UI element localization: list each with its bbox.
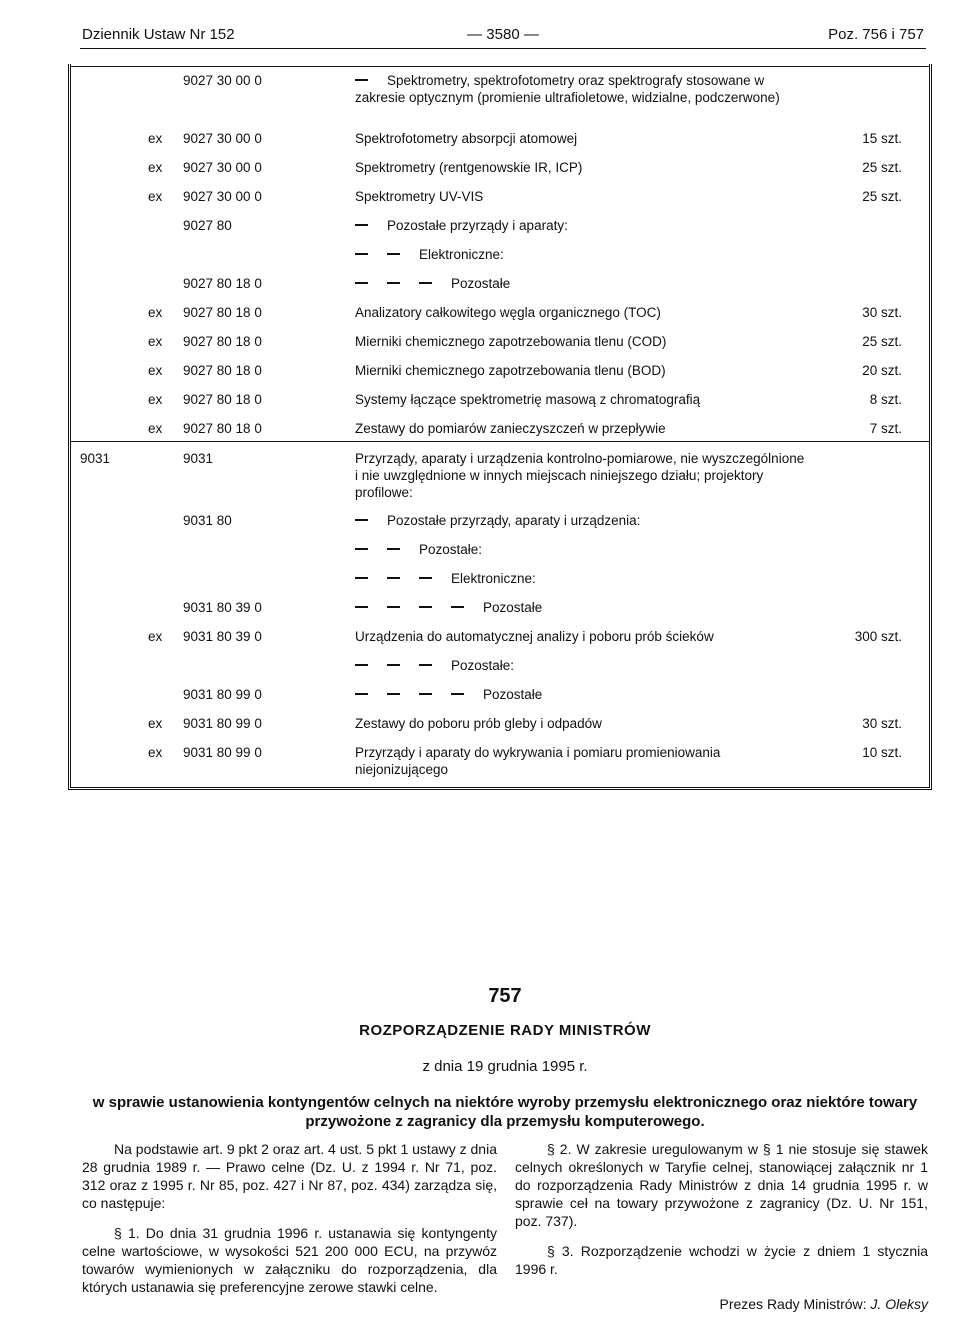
page-number: — 3580 — <box>467 26 539 43</box>
indent-dash <box>355 664 368 666</box>
journal-name: Dziennik Ustaw Nr 152 <box>82 26 235 43</box>
paragraph-3: § 3. Rozporządzenie wchodzi w życie z dniem 1 stycznia 1996 r. <box>515 1243 928 1277</box>
table-rule <box>70 441 930 442</box>
header-rule <box>80 48 926 49</box>
goods-description <box>355 420 805 437</box>
goods-description <box>355 188 805 205</box>
goods-description <box>355 450 805 501</box>
indent-dash <box>387 664 400 666</box>
description-text: Przyrządy, aparaty i urządzenia kontrolno-pomiarowe, nie wyszczególnione i nie uwzględnione w innych miejscach niniejszego działu; projektory profilowe: <box>355 451 805 500</box>
paragraph-2: § 2. W zakresie uregulowanym w § 1 nie stosuje się stawek celnych określonych w Taryfie celnej, stanowiącej załącznik nr 1 do rozporządzenia Rady Ministrów z dnia 14 grudnia 1995 r. w sprawie ceł na towary przywożone z zagranicy (Dz. U. Nr 151, poz. 737). <box>515 1141 928 1229</box>
tariff-code: 9031 <box>183 451 214 466</box>
description-text: Zestawy do poboru prób gleby i odpadów <box>355 716 602 731</box>
indent-dash <box>387 282 400 284</box>
indent-dash <box>419 606 432 608</box>
signature-name: J. Oleksy <box>870 1296 928 1312</box>
indent-dash <box>387 606 400 608</box>
description-text: Elektroniczne: <box>451 571 536 586</box>
description-text: Pozostałe przyrządy i aparaty: <box>387 218 568 233</box>
tariff-code: 9027 80 18 0 <box>183 305 262 320</box>
description-text: Spektrofotometry absorpcji atomowej <box>355 131 578 146</box>
goods-description <box>355 744 805 778</box>
quota-quantity: 15 szt. <box>862 131 902 146</box>
regulation-title: ROZPORZĄDZENIE RADY MINISTRÓW <box>359 1022 651 1039</box>
ex-marker: ex <box>148 334 163 349</box>
indent-dash <box>419 693 432 695</box>
tariff-code: 9027 80 18 0 <box>183 334 262 349</box>
tariff-code: 9027 80 <box>183 218 232 233</box>
ex-marker: ex <box>148 189 163 204</box>
preamble: Na podstawie art. 9 pkt 2 oraz art. 4 ust. 5 pkt 1 ustawy z dnia 28 grudnia 1989 r. — Prawo celne (Dz. U. z 1994 r. Nr 71, poz. 312 oraz z 1995 r. Nr 85, poz. 427 i Nr 87, poz. 434) zarządza się, co następuje: <box>82 1141 497 1211</box>
description-text: Pozostałe: <box>419 542 483 557</box>
quota-quantity: 300 szt. <box>854 629 902 644</box>
regulation-subject: w sprawie ustanowienia kontyngentów celnych na niektóre wyroby przemysłu elektronicznego oraz niektóre towary przywożone z zagranicy dla przemysłu komputerowego. <box>92 1094 918 1130</box>
description-text: Mierniki chemicznego zapotrzebowania tlenu (BOD) <box>355 363 666 378</box>
indent-dash <box>355 253 368 255</box>
indent-dash <box>419 664 432 666</box>
goods-description <box>355 599 805 616</box>
indent-dash <box>451 693 464 695</box>
tariff-code: 9027 30 00 0 <box>183 189 262 204</box>
description-text: Pozostałe: <box>451 658 515 673</box>
right-column <box>515 1140 928 1278</box>
quota-quantity: 10 szt. <box>862 745 902 760</box>
page-header <box>82 26 924 48</box>
tariff-code: 9027 30 00 0 <box>183 73 262 88</box>
tariff-code: 9027 80 18 0 <box>183 421 262 436</box>
indent-dash <box>419 577 432 579</box>
tariff-code: 9031 80 39 0 <box>183 600 262 615</box>
quota-quantity: 25 szt. <box>862 189 902 204</box>
goods-description <box>355 246 805 263</box>
indent-dash <box>355 693 368 695</box>
quota-quantity: 25 szt. <box>862 334 902 349</box>
regulation-number: 757 <box>488 985 522 1007</box>
description-text: Przyrządy i aparaty do wykrywania i pomiaru promieniowania niejonizującego <box>355 745 721 777</box>
description-text: Mierniki chemicznego zapotrzebowania tlenu (COD) <box>355 334 667 349</box>
tariff-code: 9031 80 99 0 <box>183 716 262 731</box>
description-text: Pozostałe przyrządy, aparaty i urządzenia: <box>387 513 641 528</box>
goods-description <box>355 304 805 321</box>
quota-quantity: 30 szt. <box>862 305 902 320</box>
goods-description <box>355 541 805 558</box>
quota-quantity: 25 szt. <box>862 160 902 175</box>
goods-description <box>355 159 805 176</box>
goods-description <box>355 130 805 147</box>
description-text: Pozostałe <box>451 276 511 291</box>
tariff-code: 9031 80 99 0 <box>183 687 262 702</box>
ex-marker: ex <box>148 421 163 436</box>
indent-dash <box>355 606 368 608</box>
description-text: Urządzenia do automatycznej analizy i poboru prób ścieków <box>355 629 714 644</box>
goods-description <box>355 275 805 292</box>
description-text: Zestawy do pomiarów zanieczyszczeń w przepływie <box>355 421 666 436</box>
goods-description <box>355 333 805 350</box>
indent-dash <box>419 282 432 284</box>
indent-dash <box>355 548 368 550</box>
indent-dash <box>355 224 368 226</box>
ex-marker: ex <box>148 131 163 146</box>
description-text: Spektrometry UV-VIS <box>355 189 484 204</box>
tariff-code: 9027 80 18 0 <box>183 363 262 378</box>
position-number: Poz. 756 i 757 <box>828 26 924 43</box>
quota-quantity: 7 szt. <box>869 421 902 436</box>
goods-description <box>355 686 805 703</box>
tariff-code: 9027 30 00 0 <box>183 131 262 146</box>
ex-marker: ex <box>148 629 163 644</box>
tariff-code: 9027 80 18 0 <box>183 276 262 291</box>
regulation-date: z dnia 19 grudnia 1995 r. <box>422 1058 588 1075</box>
indent-dash <box>387 253 400 255</box>
goods-description <box>355 512 805 529</box>
signature-role: Prezes Rady Ministrów: <box>719 1296 867 1312</box>
indent-dash <box>387 548 400 550</box>
goods-description <box>355 628 805 645</box>
goods-description <box>355 715 805 732</box>
description-text: Spektrometry, spektrofotometry oraz spektrografy stosowane w zakresie optycznym (promienie ultrafioletowe, widzialne, podczerwone) <box>355 73 780 105</box>
indent-dash <box>355 577 368 579</box>
tariff-code: 9031 80 39 0 <box>183 629 262 644</box>
tariff-code: 9027 80 18 0 <box>183 392 262 407</box>
description-text: Analizatory całkowitego węgla organicznego (TOC) <box>355 305 661 320</box>
table-rule <box>70 66 930 67</box>
heading-code: 9031 <box>80 451 111 466</box>
ex-marker: ex <box>148 392 163 407</box>
goods-description <box>355 570 805 587</box>
signature <box>719 1296 928 1312</box>
tariff-code: 9027 30 00 0 <box>183 160 262 175</box>
description-text: Systemy łączące spektrometrię masową z chromatografią <box>355 392 701 407</box>
tariff-code: 9031 80 <box>183 513 232 528</box>
goods-description <box>355 657 805 674</box>
ex-marker: ex <box>148 363 163 378</box>
indent-dash <box>355 282 368 284</box>
paragraph-1: § 1. Do dnia 31 grudnia 1996 r. ustanawia się kontyngenty celne wartościowe, w wysokości 521 200 000 ECU, na przywóz towarów wymienionych w załączniku do rozporządzenia, dla których ustanawia się preferencyjne zerowe stawki celne. <box>82 1225 497 1295</box>
goods-description <box>355 217 805 234</box>
indent-dash <box>387 577 400 579</box>
ex-marker: ex <box>148 745 163 760</box>
indent-dash <box>355 519 368 521</box>
ex-marker: ex <box>148 716 163 731</box>
indent-dash <box>451 606 464 608</box>
goods-description <box>355 391 805 408</box>
description-text: Pozostałe <box>483 687 543 702</box>
quota-quantity: 8 szt. <box>869 392 902 407</box>
quota-quantity: 20 szt. <box>862 363 902 378</box>
ex-marker: ex <box>148 305 163 320</box>
description-text: Pozostałe <box>483 600 543 615</box>
left-column <box>82 1140 497 1296</box>
description-text: Elektroniczne: <box>419 247 504 262</box>
indent-dash <box>387 693 400 695</box>
goods-description <box>355 72 805 106</box>
indent-dash <box>355 79 368 81</box>
description-text: Spektrometry (rentgenowskie IR, ICP) <box>355 160 583 175</box>
quota-quantity: 30 szt. <box>862 716 902 731</box>
tariff-code: 9031 80 99 0 <box>183 745 262 760</box>
ex-marker: ex <box>148 160 163 175</box>
goods-description <box>355 362 805 379</box>
